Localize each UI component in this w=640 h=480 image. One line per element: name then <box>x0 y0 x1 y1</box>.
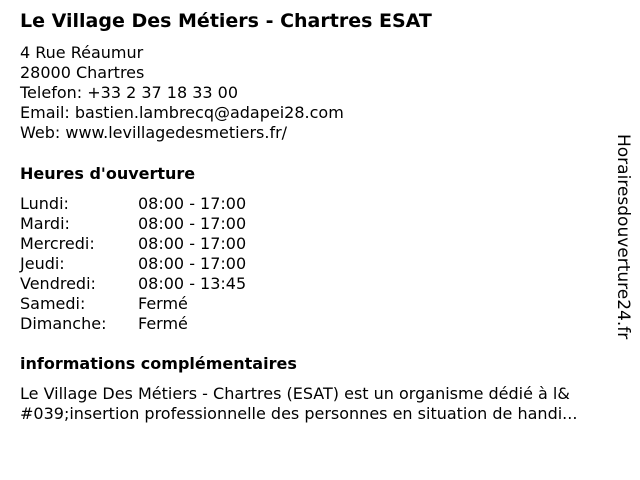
site-watermark: Horairesdouverture24.fr <box>613 134 633 340</box>
hours-day: Jeudi: <box>20 254 65 273</box>
info-line: Le Village Des Métiers - Chartres (ESAT) est un organisme dédié à l& <box>20 384 570 403</box>
phone-line: Telefon: +33 2 37 18 33 00 <box>20 83 239 102</box>
hours-time: 08:00 - 13:45 <box>138 274 247 293</box>
hours-day: Vendredi: <box>20 274 96 293</box>
hours-row-vendredi <box>20 274 246 294</box>
hours-time: 08:00 - 17:00 <box>138 214 247 233</box>
hours-table <box>20 194 246 334</box>
email-line: Email: bastien.lambrecq@adapei28.com <box>20 103 344 122</box>
hours-row-lundi <box>20 194 246 214</box>
hours-row-dimanche <box>20 314 246 334</box>
hours-row-samedi <box>20 294 246 314</box>
hours-heading: Heures d'ouverture <box>20 164 196 183</box>
info-line: #039;insertion professionnelle des personnes en situation de handi... <box>20 404 578 423</box>
hours-day: Lundi: <box>20 194 69 213</box>
web-line: Web: www.levillagedesmetiers.fr/ <box>20 123 288 142</box>
hours-day: Samedi: <box>20 294 86 313</box>
hours-day: Dimanche: <box>20 314 107 333</box>
contact-block <box>20 43 344 143</box>
hours-time: 08:00 - 17:00 <box>138 254 247 273</box>
info-heading: informations complémentaires <box>20 354 297 373</box>
hours-day: Mercredi: <box>20 234 95 253</box>
hours-row-jeudi <box>20 254 246 274</box>
info-description <box>20 384 630 424</box>
hours-time: 08:00 - 17:00 <box>138 194 247 213</box>
hours-row-mercredi <box>20 234 246 254</box>
hours-time: Fermé <box>138 314 188 333</box>
address-city: 28000 Chartres <box>20 63 145 82</box>
business-name: Le Village Des Métiers - Chartres ESAT <box>20 10 432 32</box>
hours-day: Mardi: <box>20 214 70 233</box>
hours-time: 08:00 - 17:00 <box>138 234 247 253</box>
hours-row-mardi <box>20 214 246 234</box>
address-street: 4 Rue Réaumur <box>20 43 144 62</box>
hours-time: Fermé <box>138 294 188 313</box>
